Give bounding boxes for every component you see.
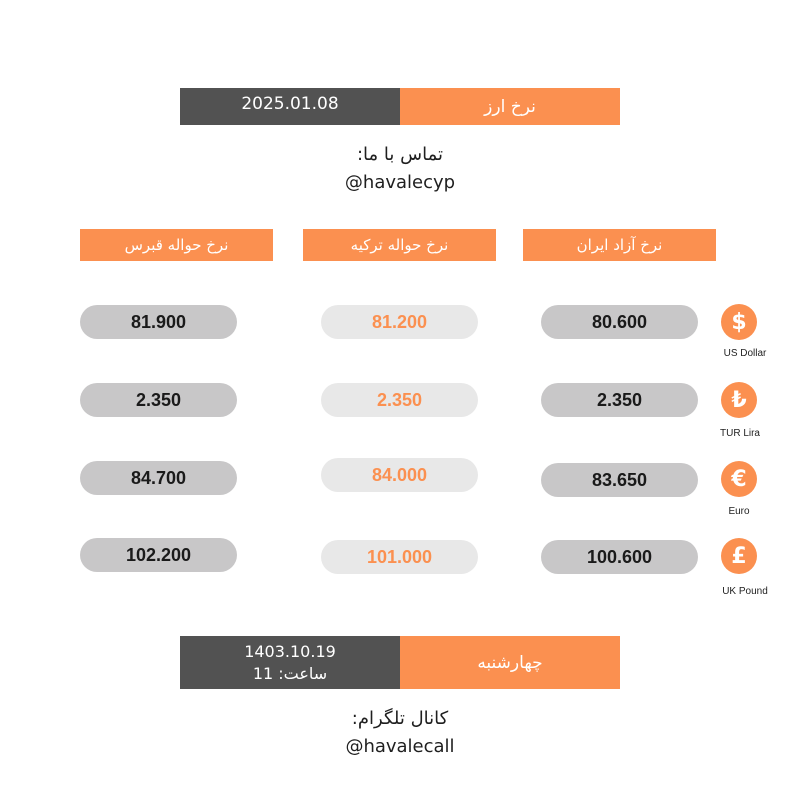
rate-cyprus-gbp: 102.200 xyxy=(80,538,237,572)
column-header-cyprus: نرخ حواله قبرس xyxy=(80,229,273,261)
footer-date-cell xyxy=(180,636,400,689)
rate-cyprus-eur: 84.700 xyxy=(80,461,237,495)
channel-handle[interactable]: @havalecall xyxy=(345,736,455,757)
contact-label: تماس با ما: xyxy=(356,144,443,165)
header-title: نرخ ارز xyxy=(484,96,536,117)
rate-cyprus-usd: 81.900 xyxy=(80,305,237,339)
euro-icon: € xyxy=(721,461,757,497)
header-date: 2025.01.08 xyxy=(241,93,339,114)
currency-label-eur: Euro xyxy=(728,506,750,517)
currency-label-usd: US Dollar xyxy=(723,348,767,359)
rate-iran-eur: 83.650 xyxy=(541,463,698,497)
header-title-cell xyxy=(400,88,620,125)
column-header-turkey: نرخ حواله ترکیه xyxy=(303,229,496,261)
footer-time: ساعت: 11 xyxy=(252,664,328,683)
dollar-icon: $ xyxy=(721,304,757,340)
pound-icon: £ xyxy=(721,538,757,574)
header-date-cell xyxy=(180,88,400,125)
column-header-iran: نرخ آزاد ایران xyxy=(523,229,716,261)
currency-label-gbp: UK Pound xyxy=(722,586,768,597)
footer-day-cell xyxy=(400,636,620,689)
footer-day: چهارشنبه xyxy=(477,652,543,673)
rate-iran-gbp: 100.600 xyxy=(541,540,698,574)
rate-turkey-eur: 84.000 xyxy=(321,458,478,492)
lira-icon: ₺ xyxy=(721,382,757,418)
rate-cyprus-try: 2.350 xyxy=(80,383,237,417)
footer-date: 1403.10.19 xyxy=(244,642,336,661)
rate-turkey-usd: 81.200 xyxy=(321,305,478,339)
contact-handle: @havalecyp xyxy=(344,172,456,193)
rate-iran-usd: 80.600 xyxy=(541,305,698,339)
rate-turkey-try: 2.350 xyxy=(321,383,478,417)
rate-turkey-gbp: 101.000 xyxy=(321,540,478,574)
channel-label: کانال تلگرام: xyxy=(351,708,449,729)
currency-label-try: TUR Lira xyxy=(719,428,760,439)
rate-iran-try: 2.350 xyxy=(541,383,698,417)
